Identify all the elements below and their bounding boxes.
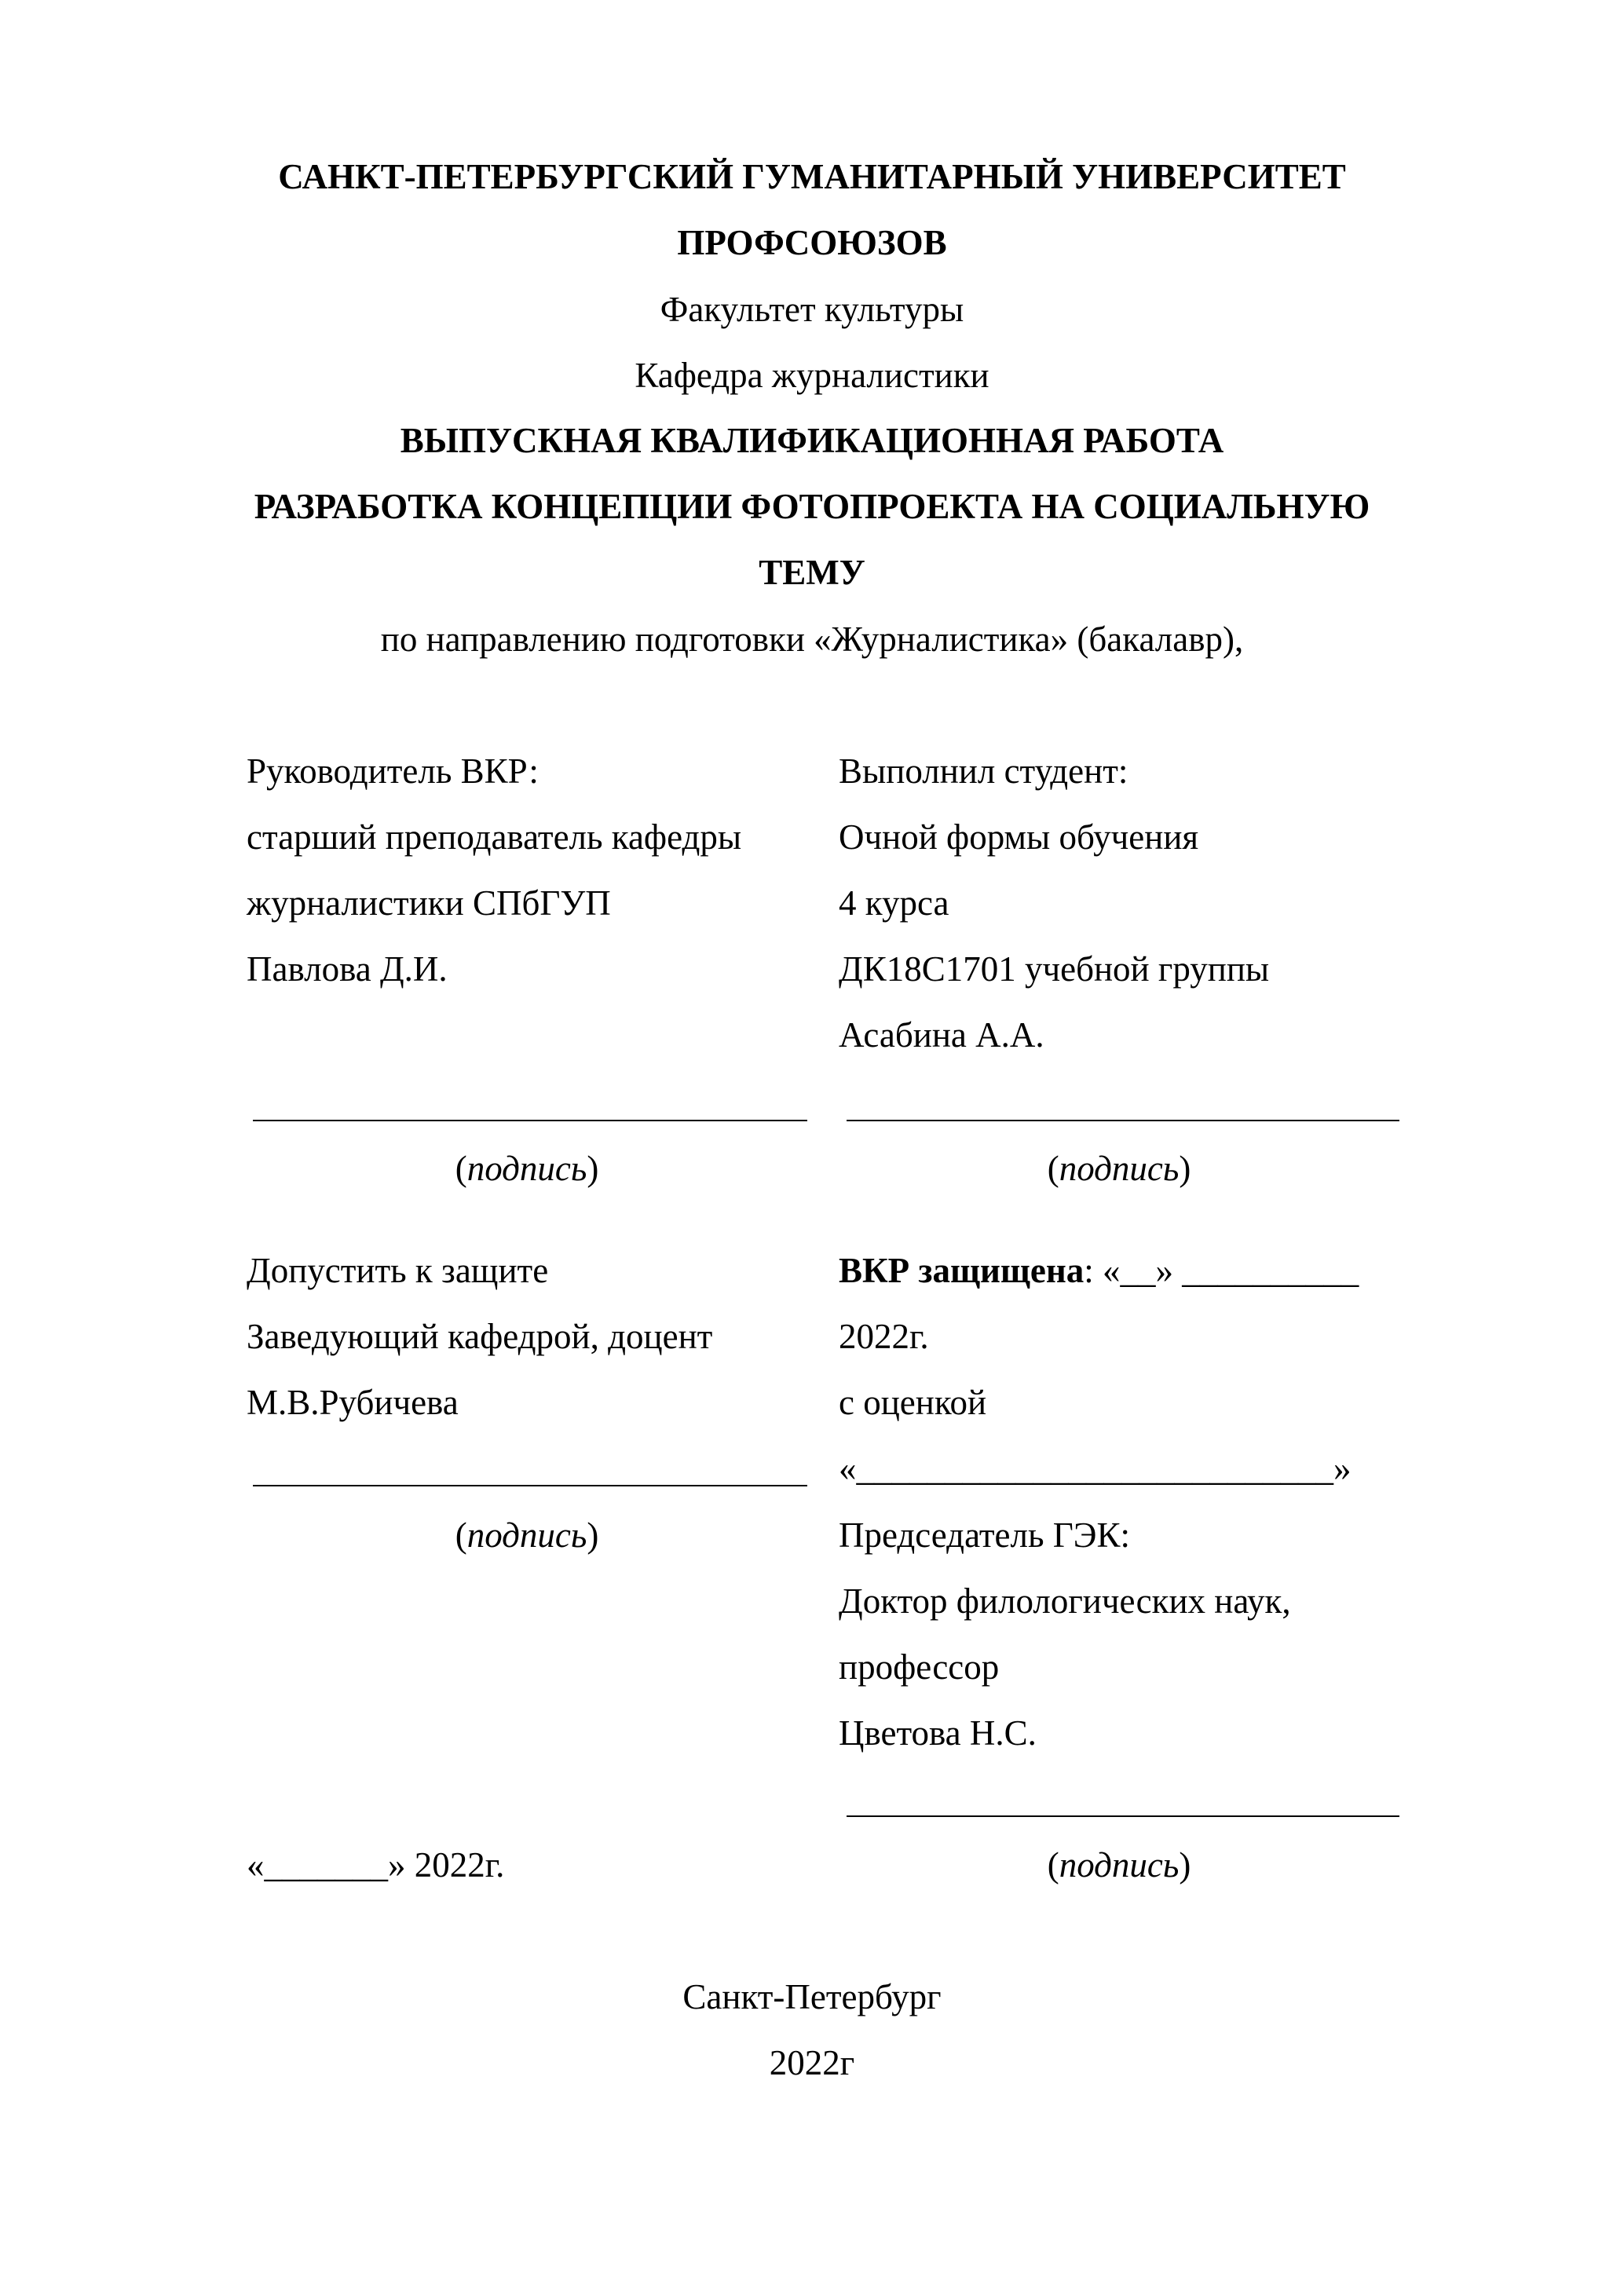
grade-label: с оценкой bbox=[839, 1383, 987, 1422]
student-study-form: Очной формы обучения bbox=[839, 817, 1199, 857]
university-name-line2: ПРОФСОЮЗОВ bbox=[677, 223, 947, 262]
student-course: 4 курса bbox=[839, 883, 949, 923]
student-signature-caption: (подпись) bbox=[1047, 1149, 1191, 1188]
supervisor-label: Руководитель ВКР: bbox=[247, 751, 539, 791]
faculty-name: Факультет культуры bbox=[660, 290, 964, 329]
chair-label: Председатель ГЭК: bbox=[839, 1515, 1130, 1555]
supervisor-position-line1: старший преподаватель кафедры bbox=[247, 817, 742, 857]
head-of-department-name: М.В.Рубичева bbox=[247, 1383, 459, 1422]
chair-name: Цветова Н.С. bbox=[839, 1713, 1037, 1753]
footer-year: 2022г bbox=[769, 2043, 855, 2082]
university-name-line1: САНКТ-ПЕТЕРБУРГСКИЙ ГУМАНИТАРНЫЙ УНИВЕРСИТЕТ bbox=[278, 157, 1346, 196]
grade-blank: «___________________________» bbox=[839, 1449, 1352, 1488]
supervisor-name: Павлова Д.И. bbox=[247, 949, 448, 989]
student-label: Выполнил студент: bbox=[839, 751, 1128, 791]
head-of-department-position: Заведующий кафедрой, доцент bbox=[247, 1317, 713, 1356]
chair-degree: Доктор филологических наук, bbox=[839, 1581, 1291, 1621]
chair-signature-caption: (подпись) bbox=[1047, 1845, 1191, 1885]
head-signature-caption: (подпись) bbox=[455, 1515, 599, 1555]
student-name: Асабина А.А. bbox=[839, 1015, 1044, 1055]
date-line: «_______» 2022г. bbox=[247, 1845, 505, 1885]
thesis-title-line1: РАЗРАБОТКА КОНЦЕПЦИИ ФОТОПРОЕКТА НА СОЦИАЛЬНУЮ bbox=[254, 487, 1370, 526]
chair-signature-line bbox=[847, 1815, 1399, 1817]
head-signature-line bbox=[253, 1485, 807, 1486]
thesis-title-line2: ТЕМУ bbox=[759, 553, 865, 592]
supervisor-position-line2: журналистики СПбГУП bbox=[247, 883, 611, 923]
student-group: ДК18С1701 учебной группы bbox=[839, 949, 1270, 989]
chair-title: профессор bbox=[839, 1647, 1000, 1687]
supervisor-signature-caption: (подпись) bbox=[455, 1149, 599, 1188]
defense-status: ВКР защищена: «__» __________ bbox=[839, 1251, 1359, 1290]
footer-city: Санкт-Петербург bbox=[682, 1977, 942, 2016]
defense-year: 2022г. bbox=[839, 1317, 929, 1356]
student-signature-line bbox=[847, 1120, 1399, 1121]
work-type: ВЫПУСКНАЯ КВАЛИФИКАЦИОННАЯ РАБОТА bbox=[400, 421, 1224, 460]
supervisor-signature-line bbox=[253, 1120, 807, 1121]
admission-label: Допустить к защите bbox=[247, 1251, 549, 1290]
study-direction: по направлению подготовки «Журналистика» (бакалавр), bbox=[380, 620, 1244, 659]
department-name: Кафедра журналистики bbox=[635, 356, 989, 395]
